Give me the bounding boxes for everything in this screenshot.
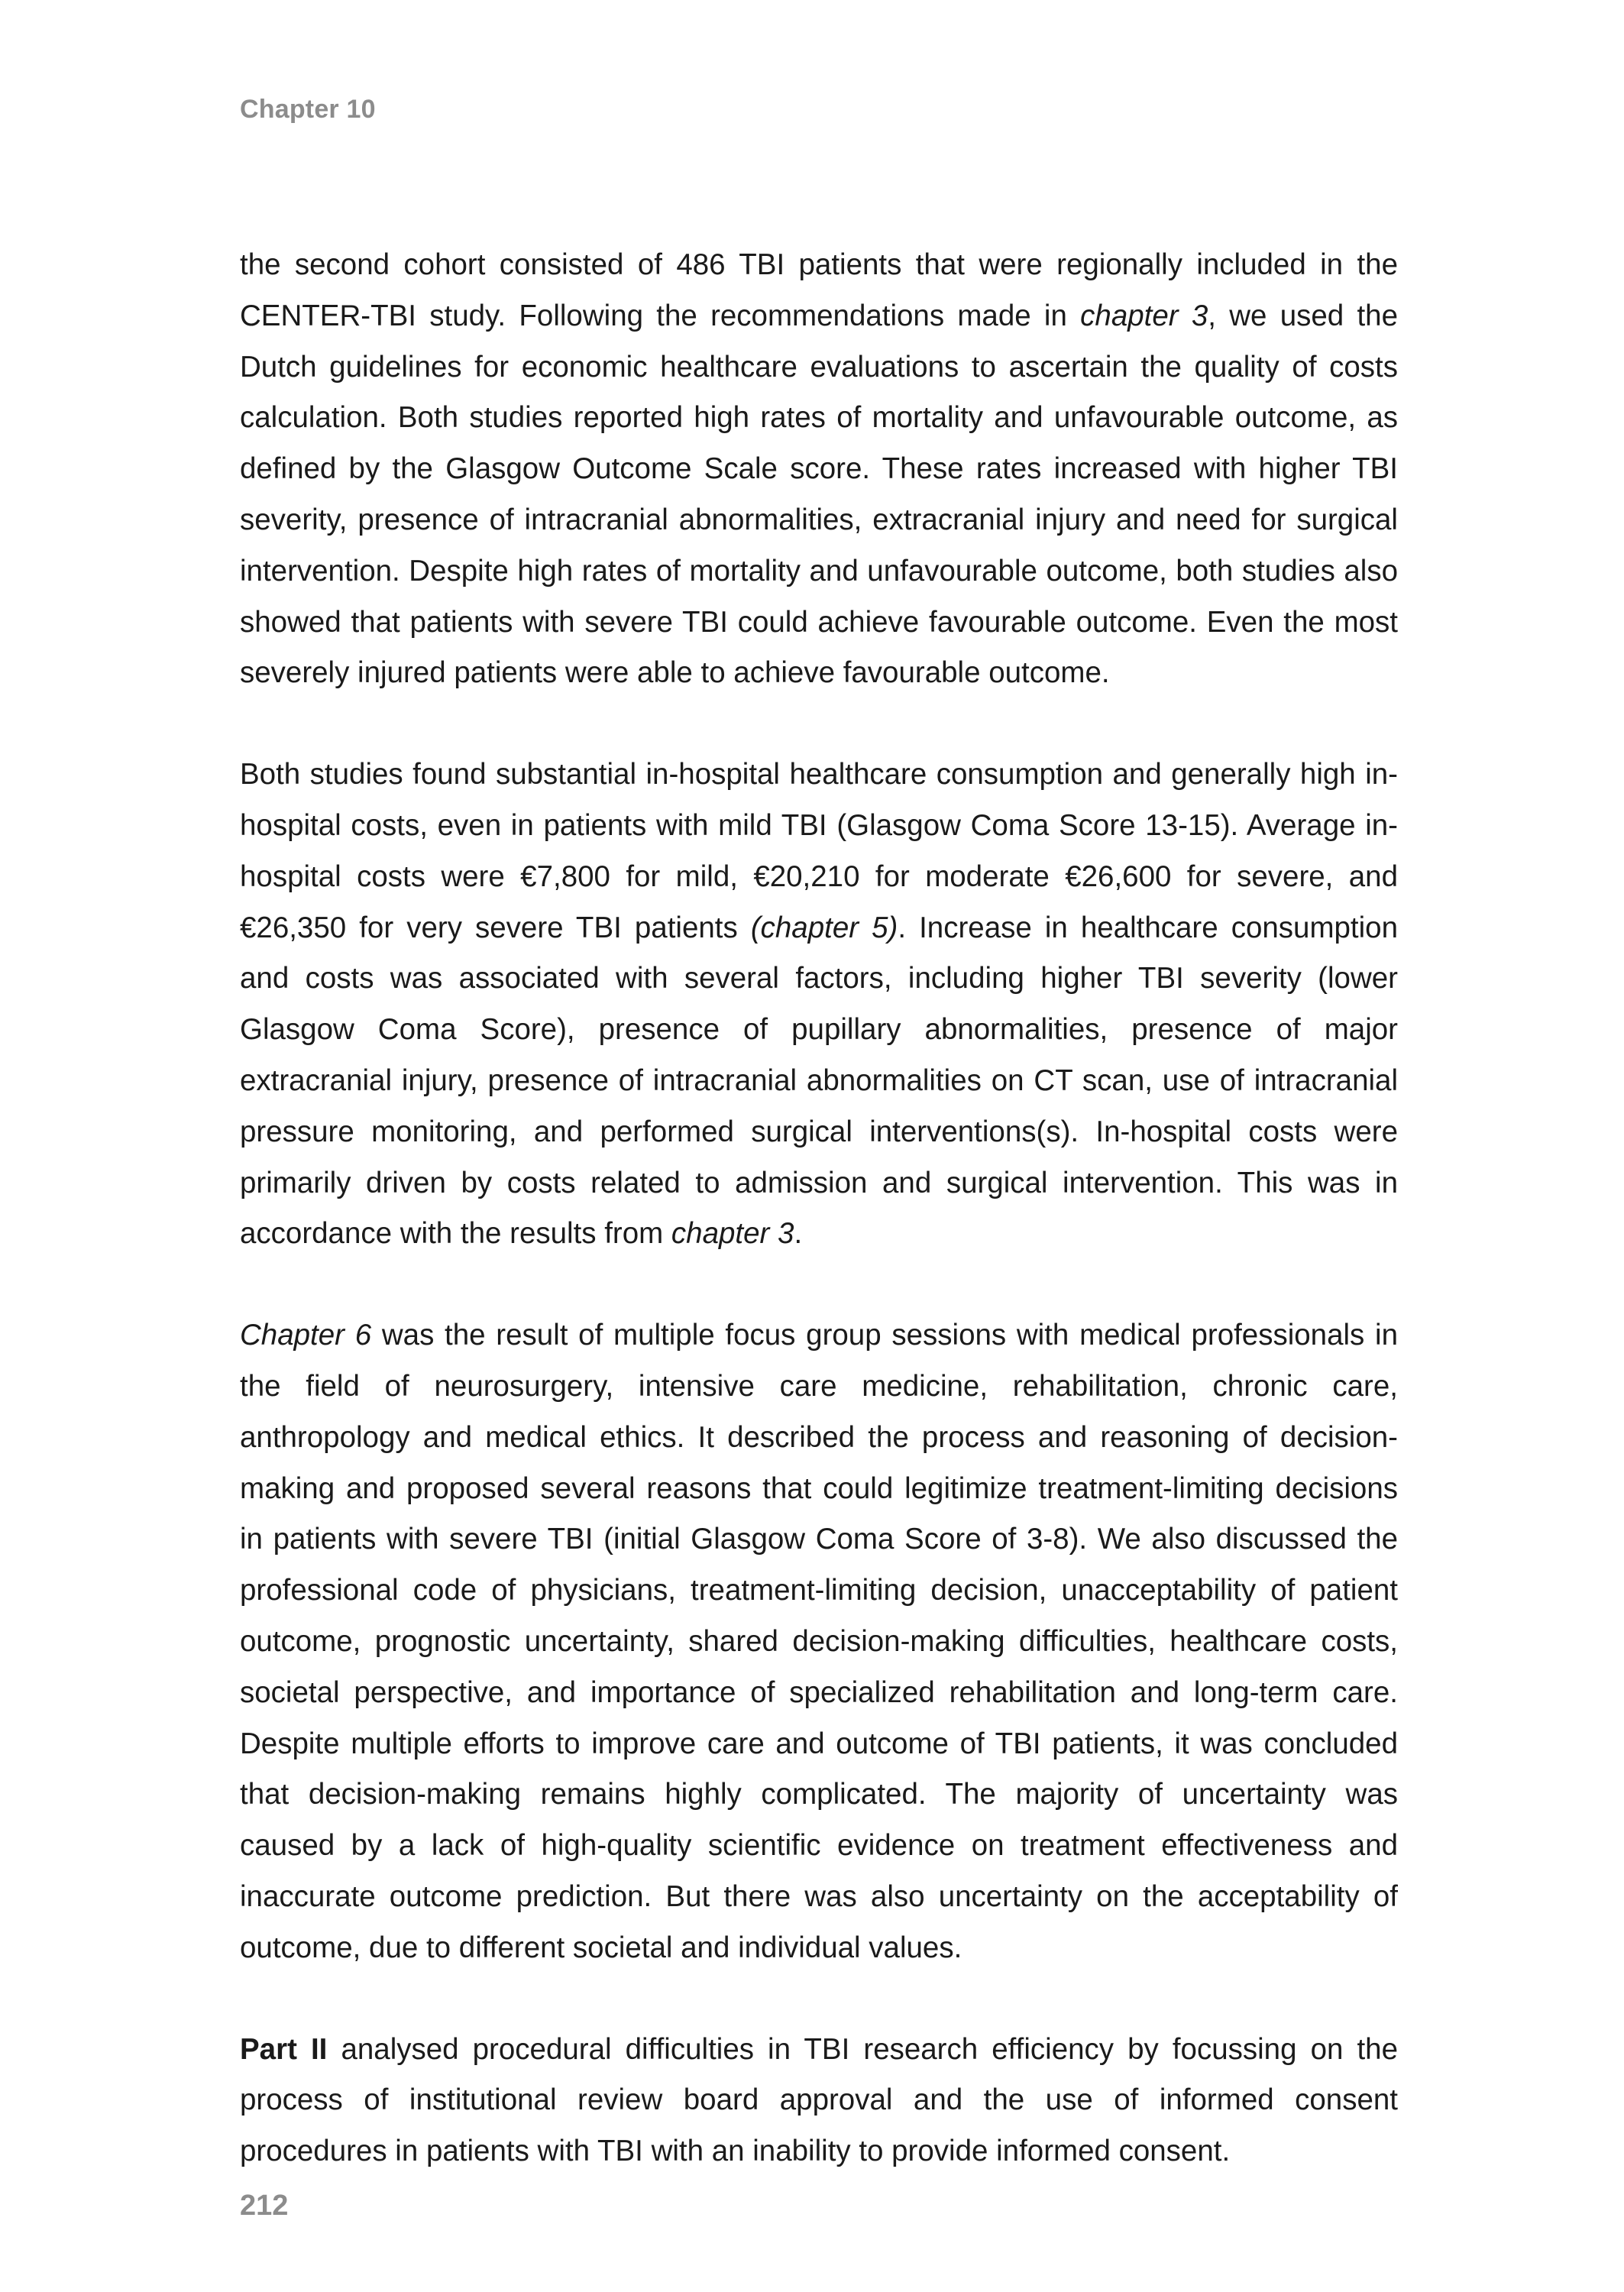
chapter-reference: Chapter 6 [240, 1319, 372, 1352]
text-run: . [794, 1217, 803, 1251]
paragraph-part-two [240, 2025, 1398, 2177]
text-run: . Increase in healthcare consumption and costs was associated with several factors, including higher TBI severity (lower Glasgow Coma Score), presence of pupillary abnormalities, presence of major extracranial injury, presence of intracranial abnormalities on CT scan, use of intracranial pressure monitoring, and performed surgical interventions(s). In-hospital costs were primarily driven by costs related to admission and surgical intervention. This was in accordance with the results from [240, 911, 1399, 1251]
page-number: 212 [240, 2190, 289, 2222]
text-run: Both studies found substantial in-hospital healthcare consumption and generally high in-hospital costs, even in patients with mild TBI (Glasgow Coma Score 13-15). Average in-hospital costs were €7,800 for mild, €20,210 for moderate €26,600 for severe, and €26,350 for very severe TBI patients [240, 758, 1398, 944]
chapter-reference: chapter 3 [671, 1217, 794, 1251]
part-heading-inline: Part II [240, 2032, 328, 2066]
chapter-reference: (chapter 5) [750, 911, 898, 944]
text-run: was the result of multiple focus group sessions with medical professionals in the field of neurosurgery, intensive care medicine, rehabilitation, chronic care, anthropology and medical ethics. It described the process and reasoning of decision-making and proposed several reasons that could legitimize treatment-limiting decisions in patients with severe TBI (initial Glasgow Coma Score of 3-8). We also discussed the professional code of physicians, treatment-limiting decision, unacceptability of patient outcome, prognostic uncertainty, shared decision-making difficulties, healthcare costs, societal perspective, and importance of specialized rehabilitation and long-term care. Despite multiple efforts to improve care and outcome of TBI patients, it was concluded that decision-making remains highly complicated. The majority of uncertainty was caused by a lack of high-quality scientific evidence on treatment effectiveness and inaccurate outcome prediction. But there was also uncertainty on the acceptability of outcome, due to different societal and individual values. [240, 1319, 1399, 1964]
text-run: the second cohort consisted of 486 TBI patients that were regionally included in the CENTER-TBI study. Following the recommendations made in [240, 248, 1398, 332]
chapter-reference: chapter 3 [1080, 299, 1208, 332]
paragraph-cohort-outcomes [240, 240, 1398, 699]
paragraph-focus-groups [240, 1310, 1398, 1973]
text-run: analysed procedural difficulties in TBI research efficiency by focussing on the process of institutional review board approval and the use of informed consent procedures in patients with TBI with an inability to provide informed consent. [240, 2032, 1399, 2168]
running-head: Chapter 10 [240, 95, 376, 124]
text-run: , we used the Dutch guidelines for economic healthcare evaluations to ascertain the quality of costs calculation. Both studies reported high rates of mortality and unfavourable outcome, as defined by the Glasgow Outcome Scale score. These rates increased with higher TBI severity, presence of intracranial abnormalities, extracranial injury and need for surgical intervention. Despite high rates of mortality and unfavourable outcome, both studies also showed that patients with severe TBI could achieve favourable outcome. Even the most severely injured patients were able to achieve favourable outcome. [240, 299, 1399, 690]
body-text [240, 240, 1398, 2228]
paragraph-hospital-costs [240, 749, 1398, 1260]
